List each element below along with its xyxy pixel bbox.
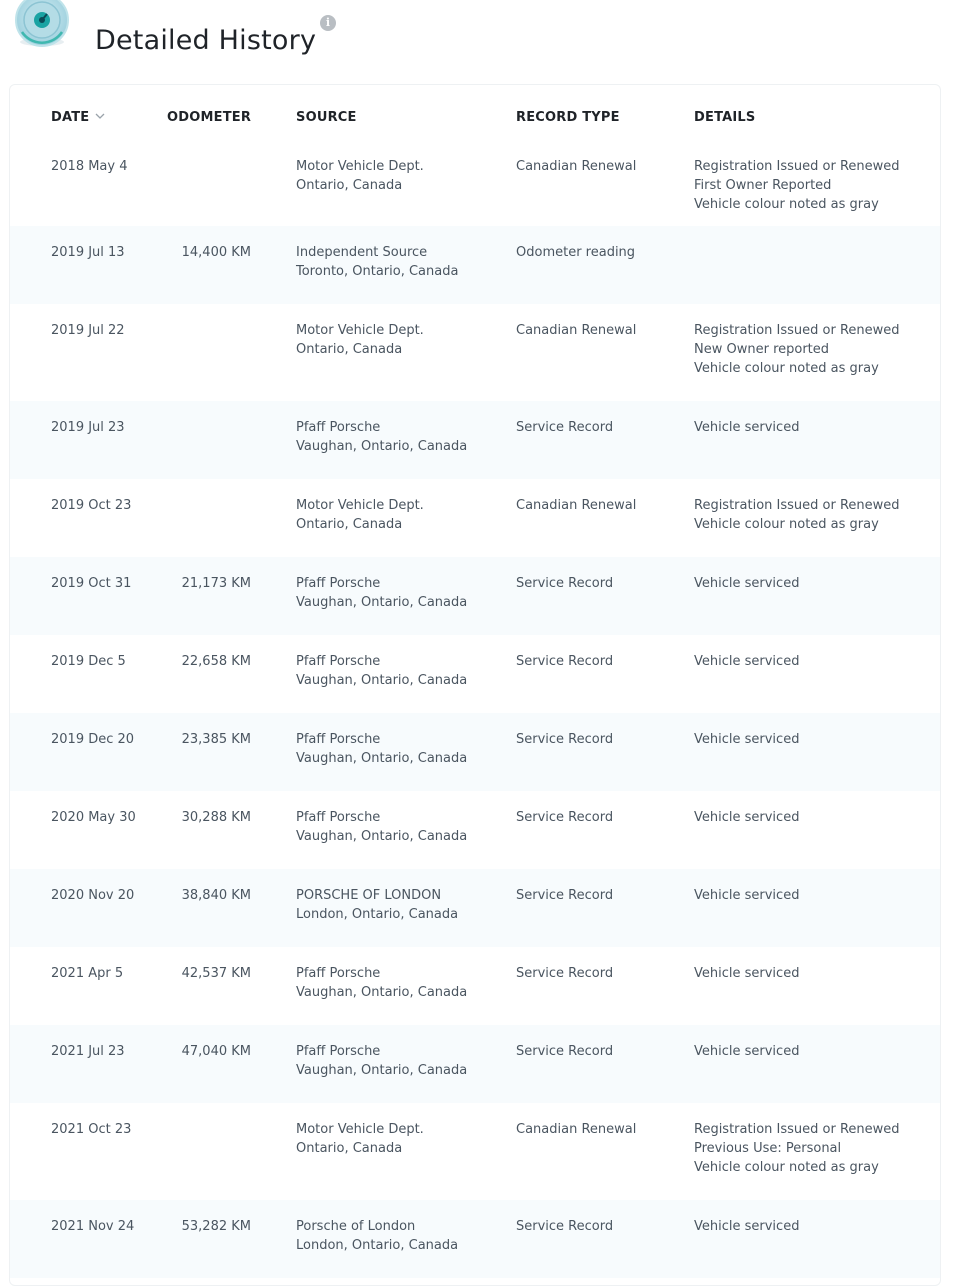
row-source-line: Vaughan, Ontario, Canada bbox=[296, 829, 468, 844]
row-odometer: 38,840 KM bbox=[181, 888, 251, 903]
table-row bbox=[10, 1200, 940, 1278]
table-row bbox=[10, 304, 940, 401]
column-header-date[interactable] bbox=[51, 110, 105, 126]
row-record-type: Service Record bbox=[516, 576, 614, 591]
row-record-type: Canadian Renewal bbox=[516, 1122, 637, 1137]
row-details bbox=[694, 1217, 934, 1236]
row-source bbox=[296, 808, 506, 846]
row-details bbox=[694, 1120, 934, 1177]
row-source-line: PORSCHE OF LONDON bbox=[296, 888, 442, 903]
row-source-line: Vaughan, Ontario, Canada bbox=[296, 673, 468, 688]
row-details-line: Vehicle serviced bbox=[694, 654, 800, 669]
row-source-line: Pfaff Porsche bbox=[296, 576, 381, 591]
row-details bbox=[694, 652, 934, 671]
row-record-type: Canadian Renewal bbox=[516, 498, 637, 513]
row-details-line: Registration Issued or Renewed bbox=[694, 159, 900, 174]
column-header-details: DETAILS bbox=[694, 110, 756, 125]
detailed-history-logo-icon bbox=[14, 0, 70, 48]
column-header-source: SOURCE bbox=[296, 110, 357, 125]
row-source-line: Toronto, Ontario, Canada bbox=[296, 264, 459, 279]
column-header-odometer: ODOMETER bbox=[167, 110, 252, 125]
table-row bbox=[10, 635, 940, 713]
row-source bbox=[296, 418, 506, 456]
row-record-type: Service Record bbox=[516, 966, 614, 981]
row-details-line: Vehicle serviced bbox=[694, 810, 800, 825]
row-details bbox=[694, 730, 934, 749]
row-date: 2019 Dec 20 bbox=[51, 732, 135, 747]
row-date: 2021 Jul 23 bbox=[51, 1044, 125, 1059]
row-source bbox=[296, 886, 506, 924]
row-source-line: Vaughan, Ontario, Canada bbox=[296, 1063, 468, 1078]
row-details-line: Vehicle serviced bbox=[694, 1044, 800, 1059]
row-details-line: Vehicle colour noted as gray bbox=[694, 1160, 879, 1175]
row-source-line: Ontario, Canada bbox=[296, 1141, 403, 1156]
row-record-type: Canadian Renewal bbox=[516, 159, 637, 174]
row-date: 2019 Dec 5 bbox=[51, 654, 126, 669]
row-details bbox=[694, 321, 934, 378]
row-source-line: Ontario, Canada bbox=[296, 517, 403, 532]
row-source bbox=[296, 1120, 506, 1158]
row-source-line: Pfaff Porsche bbox=[296, 732, 381, 747]
row-date: 2020 Nov 20 bbox=[51, 888, 135, 903]
row-details-line: Vehicle serviced bbox=[694, 966, 800, 981]
chevron-down-icon bbox=[95, 113, 105, 120]
row-details bbox=[694, 574, 934, 593]
row-details bbox=[694, 157, 934, 214]
table-row bbox=[10, 557, 940, 635]
row-date: 2021 Nov 24 bbox=[51, 1219, 135, 1234]
row-date: 2019 Oct 23 bbox=[51, 498, 132, 513]
row-date: 2019 Jul 13 bbox=[51, 245, 125, 260]
row-odometer: 23,385 KM bbox=[181, 732, 251, 747]
row-record-type: Service Record bbox=[516, 888, 614, 903]
table-row bbox=[10, 1025, 940, 1103]
row-date: 2021 Apr 5 bbox=[51, 966, 124, 981]
row-source-line: Ontario, Canada bbox=[296, 342, 403, 357]
row-odometer: 14,400 KM bbox=[181, 245, 251, 260]
table-row bbox=[10, 140, 940, 226]
row-record-type: Service Record bbox=[516, 420, 614, 435]
row-source-line: Vaughan, Ontario, Canada bbox=[296, 985, 468, 1000]
row-source bbox=[296, 157, 506, 195]
row-details-line: Registration Issued or Renewed bbox=[694, 498, 900, 513]
table-row bbox=[10, 1103, 940, 1200]
row-source-line: Pfaff Porsche bbox=[296, 810, 381, 825]
row-source-line: Vaughan, Ontario, Canada bbox=[296, 595, 468, 610]
row-source bbox=[296, 964, 506, 1002]
row-source-line: Vaughan, Ontario, Canada bbox=[296, 751, 468, 766]
page-title: Detailed History bbox=[95, 25, 317, 57]
row-source bbox=[296, 574, 506, 612]
row-details bbox=[694, 808, 934, 827]
page-header bbox=[0, 0, 955, 60]
row-odometer: 22,658 KM bbox=[181, 654, 251, 669]
row-source-line: Vaughan, Ontario, Canada bbox=[296, 439, 468, 454]
row-record-type: Canadian Renewal bbox=[516, 323, 637, 338]
row-record-type: Service Record bbox=[516, 732, 614, 747]
row-source bbox=[296, 730, 506, 768]
row-details bbox=[694, 418, 934, 437]
row-source-line: Pfaff Porsche bbox=[296, 1044, 381, 1059]
row-source-line: London, Ontario, Canada bbox=[296, 907, 459, 922]
row-source-line: Porsche of London bbox=[296, 1219, 416, 1234]
row-details bbox=[694, 1042, 934, 1061]
row-date: 2019 Oct 31 bbox=[51, 576, 132, 591]
row-record-type: Service Record bbox=[516, 810, 614, 825]
row-source-line: Motor Vehicle Dept. bbox=[296, 1122, 424, 1137]
row-odometer: 21,173 KM bbox=[181, 576, 251, 591]
row-details bbox=[694, 886, 934, 905]
row-details-line: Registration Issued or Renewed bbox=[694, 323, 900, 338]
row-record-type: Service Record bbox=[516, 1219, 614, 1234]
row-source-line: Independent Source bbox=[296, 245, 428, 260]
row-odometer: 53,282 KM bbox=[181, 1219, 251, 1234]
column-header-date-label: DATE bbox=[51, 110, 90, 125]
history-table-card bbox=[9, 84, 941, 1286]
row-record-type: Service Record bbox=[516, 1044, 614, 1059]
row-source bbox=[296, 243, 506, 281]
table-row bbox=[10, 713, 940, 791]
row-details-line: Vehicle colour noted as gray bbox=[694, 361, 879, 376]
row-date: 2021 Oct 23 bbox=[51, 1122, 132, 1137]
row-source-line: Pfaff Porsche bbox=[296, 966, 381, 981]
row-source-line: Pfaff Porsche bbox=[296, 654, 381, 669]
row-source bbox=[296, 496, 506, 534]
table-row bbox=[10, 479, 940, 557]
row-date: 2019 Jul 22 bbox=[51, 323, 125, 338]
table-row bbox=[10, 226, 940, 304]
row-details bbox=[694, 964, 934, 983]
table-row bbox=[10, 791, 940, 869]
row-details-line: Vehicle serviced bbox=[694, 576, 800, 591]
column-header-record-type: RECORD TYPE bbox=[516, 110, 620, 125]
table-row bbox=[10, 947, 940, 1025]
row-details-line: Registration Issued or Renewed bbox=[694, 1122, 900, 1137]
row-source-line: Motor Vehicle Dept. bbox=[296, 323, 424, 338]
row-odometer: 47,040 KM bbox=[181, 1044, 251, 1059]
table-row bbox=[10, 869, 940, 947]
row-details-line: Vehicle colour noted as gray bbox=[694, 517, 879, 532]
row-details-line: New Owner reported bbox=[694, 342, 830, 357]
row-date: 2019 Jul 23 bbox=[51, 420, 125, 435]
row-details-line: Vehicle colour noted as gray bbox=[694, 197, 879, 212]
row-source bbox=[296, 321, 506, 359]
row-source-line: Pfaff Porsche bbox=[296, 420, 381, 435]
row-odometer: 30,288 KM bbox=[181, 810, 251, 825]
row-odometer: 42,537 KM bbox=[181, 966, 251, 981]
table-row bbox=[10, 401, 940, 479]
row-details-line: Vehicle serviced bbox=[694, 420, 800, 435]
row-source bbox=[296, 652, 506, 690]
info-icon[interactable]: i bbox=[320, 15, 336, 31]
row-record-type: Service Record bbox=[516, 654, 614, 669]
row-source-line: Motor Vehicle Dept. bbox=[296, 498, 424, 513]
row-details-line: Vehicle serviced bbox=[694, 888, 800, 903]
row-source-line: Motor Vehicle Dept. bbox=[296, 159, 424, 174]
row-source-line: Ontario, Canada bbox=[296, 178, 403, 193]
row-date: 2020 May 30 bbox=[51, 810, 136, 825]
row-source bbox=[296, 1217, 506, 1255]
row-record-type: Odometer reading bbox=[516, 245, 636, 260]
row-details-line: Previous Use: Personal bbox=[694, 1141, 842, 1156]
row-details-line: First Owner Reported bbox=[694, 178, 832, 193]
row-source-line: London, Ontario, Canada bbox=[296, 1238, 459, 1253]
row-date: 2018 May 4 bbox=[51, 159, 128, 174]
row-details-line: Vehicle serviced bbox=[694, 732, 800, 747]
table-header bbox=[10, 85, 940, 147]
row-details bbox=[694, 496, 934, 534]
row-details-line: Vehicle serviced bbox=[694, 1219, 800, 1234]
row-source bbox=[296, 1042, 506, 1080]
